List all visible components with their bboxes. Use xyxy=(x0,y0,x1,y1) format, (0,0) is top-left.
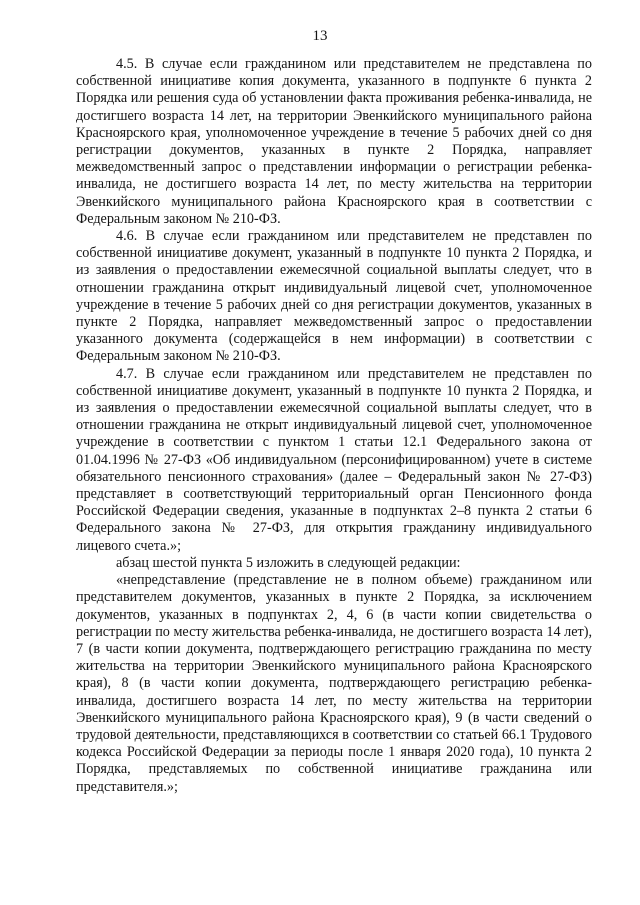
paragraph-4-5: 4.5. В случае если гражданином или представителем не представлена по собственной инициативе копия документа, указанного в подпункте 6 пункта 2 Порядка или решения суда об установлении факта проживания ребенка-инвалида, не достигшего возраста 14 лет, на территории Эвенкийского муниципального района Красноярского края, уполномоченное учреждение в течение 5 рабочих дней со дня регистрации документов, указанных в пункте 2 Порядка, направляет межведомственный запрос о представлении информации о регистрации ребенка-инвалида, не достигшего возраста 14 лет, по месту жительства на территории Эвенкийского муниципального района Красноярского края в соответствии с Федеральным законом № 210-ФЗ. xyxy=(76,56,592,227)
paragraph-4-6: 4.6. В случае если гражданином или представителем не представлен по собственной инициативе документ, указанный в подпункте 10 пункта 2 Порядка, и из заявления о предоставлении ежемесячной социальной выплаты следует, что в отношении гражданина открыт индивидуальный лицевой счет, уполномоченное учреждение в течение 5 рабочих дней со дня регистрации документов, указанных в пункте 2 Порядка, направляет межведомственный запрос о предоставлении указанного документа (содержащейся в нем информации) в соответствии с Федеральным законом № 210-ФЗ. xyxy=(76,228,592,365)
paragraph-4-7: 4.7. В случае если гражданином или представителем не представлен по собственной инициативе документ, указанный в подпункте 10 пункта 2 Порядка, и из заявления о предоставлении ежемесячной социальной выплаты следует, что в отношении гражданина не открыт индивидуальный лицевой счет, уполномоченное учреждение в соответствии с пунктом 1 статьи 12.1 Федерального закона от 01.04.1996 № 27-ФЗ «Об индивидуальном (персонифицированном) учете в системе обязательного пенсионного страхования» (далее – Федеральный закон № 27-ФЗ) представляет в соответствующий территориальный орган Пенсионного фонда Российской Федерации сведения, указанные в подпунктах 2–8 пункта 2 статьи 6 Федерального закона № 27-ФЗ, для открытия гражданину индивидуального лицевого счета.»; xyxy=(76,365,592,554)
page-number: 13 xyxy=(312,28,328,44)
document-body xyxy=(76,56,592,796)
amendment-intro: абзац шестой пункта 5 изложить в следующей редакции: xyxy=(116,554,461,571)
amendment-text: «непредставление (представление не в полном объеме) гражданином или представителем документов, указанных в пункте 2 Порядка, за исключением документов, указанных в подпунктах 2, 4, 6 (в части копии свидетельства о регистрации по месту жительства ребенка-инвалида, не достигшего возраста 14 лет), 7 (в части копии документа, подтверждающего регистрацию гражданина по месту жительства на территории Эвенкийского муниципального района Красноярского края), 8 (в части копии документа, подтверждающего регистрацию ребенка-инвалида, достигшего возраста 14 лет, по месту жительства на территории Эвенкийского муниципального района Красноярского края), 9 (в части сведений о трудовой деятельности, представляющихся в соответствии со статьей 66.1 Трудового кодекса Российской Федерации за периоды после 1 января 2020 года), 10 пункта 2 Порядка, представляемых по собственной инициативе гражданина или представителя.»; xyxy=(76,572,592,795)
